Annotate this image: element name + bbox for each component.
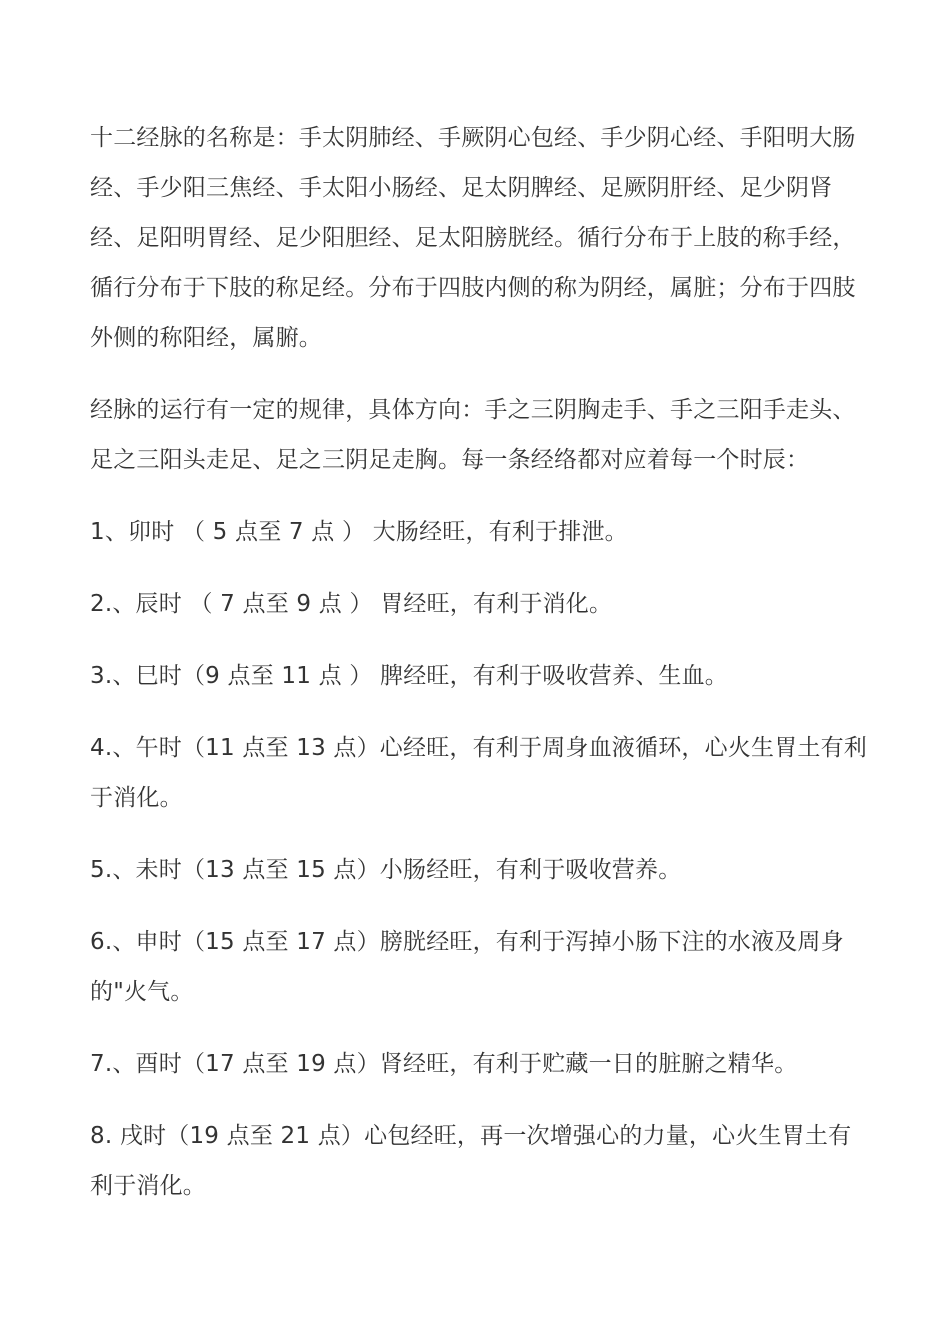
list-item: 5.、未时（13 点至 15 点）小肠经旺，有利于吸收营养。	[90, 857, 682, 883]
list-item: 2.、辰时 （ 7 点至 9 点 ） 胃经旺，有利于消化。	[90, 591, 613, 617]
list-item: 3.、巳时（9 点至 11 点 ） 脾经旺，有利于吸收营养、生血。	[90, 663, 728, 689]
list-item: 8. 戌时（19 点至 21 点）心包经旺，再一次增强心的力量，心火生胃土有利于消化。	[90, 1123, 852, 1199]
list-item: 7.、酉时（17 点至 19 点）肾经旺，有利于贮藏一日的脏腑之精华。	[90, 1051, 798, 1077]
document-body	[90, 113, 870, 1233]
list-item: 1、卯时 （ 5 点至 7 点 ） 大肠经旺，有利于排泄。	[90, 519, 628, 545]
paragraph-meridian-rules: 经脉的运行有一定的规律，具体方向：手之三阴胸走手、手之三阳手走头、足之三阳头走足、足之三阴足走胸。每一条经络都对应着每一个时辰：	[90, 397, 856, 473]
paragraph-meridian-names: 十二经脉的名称是：手太阴肺经、手厥阴心包经、手少阴心经、手阳明大肠经、手少阳三焦经、手太阳小肠经、足太阴脾经、足厥阴肝经、足少阴肾经、足阳明胃经、足少阳胆经、足太阳膀胱经。循行分布于上肢的称手经，循行分布于下肢的称足经。分布于四肢内侧的称为阴经，属脏；分布于四肢外侧的称阳经，属腑。	[90, 125, 856, 351]
list-item: 6.、申时（15 点至 17 点）膀胱经旺，有利于泻掉小肠下注的水液及周身的"火气。	[90, 929, 844, 1005]
list-item: 4.、午时（11 点至 13 点）心经旺，有利于周身血液循环，心火生胃土有利于消化。	[90, 735, 868, 811]
